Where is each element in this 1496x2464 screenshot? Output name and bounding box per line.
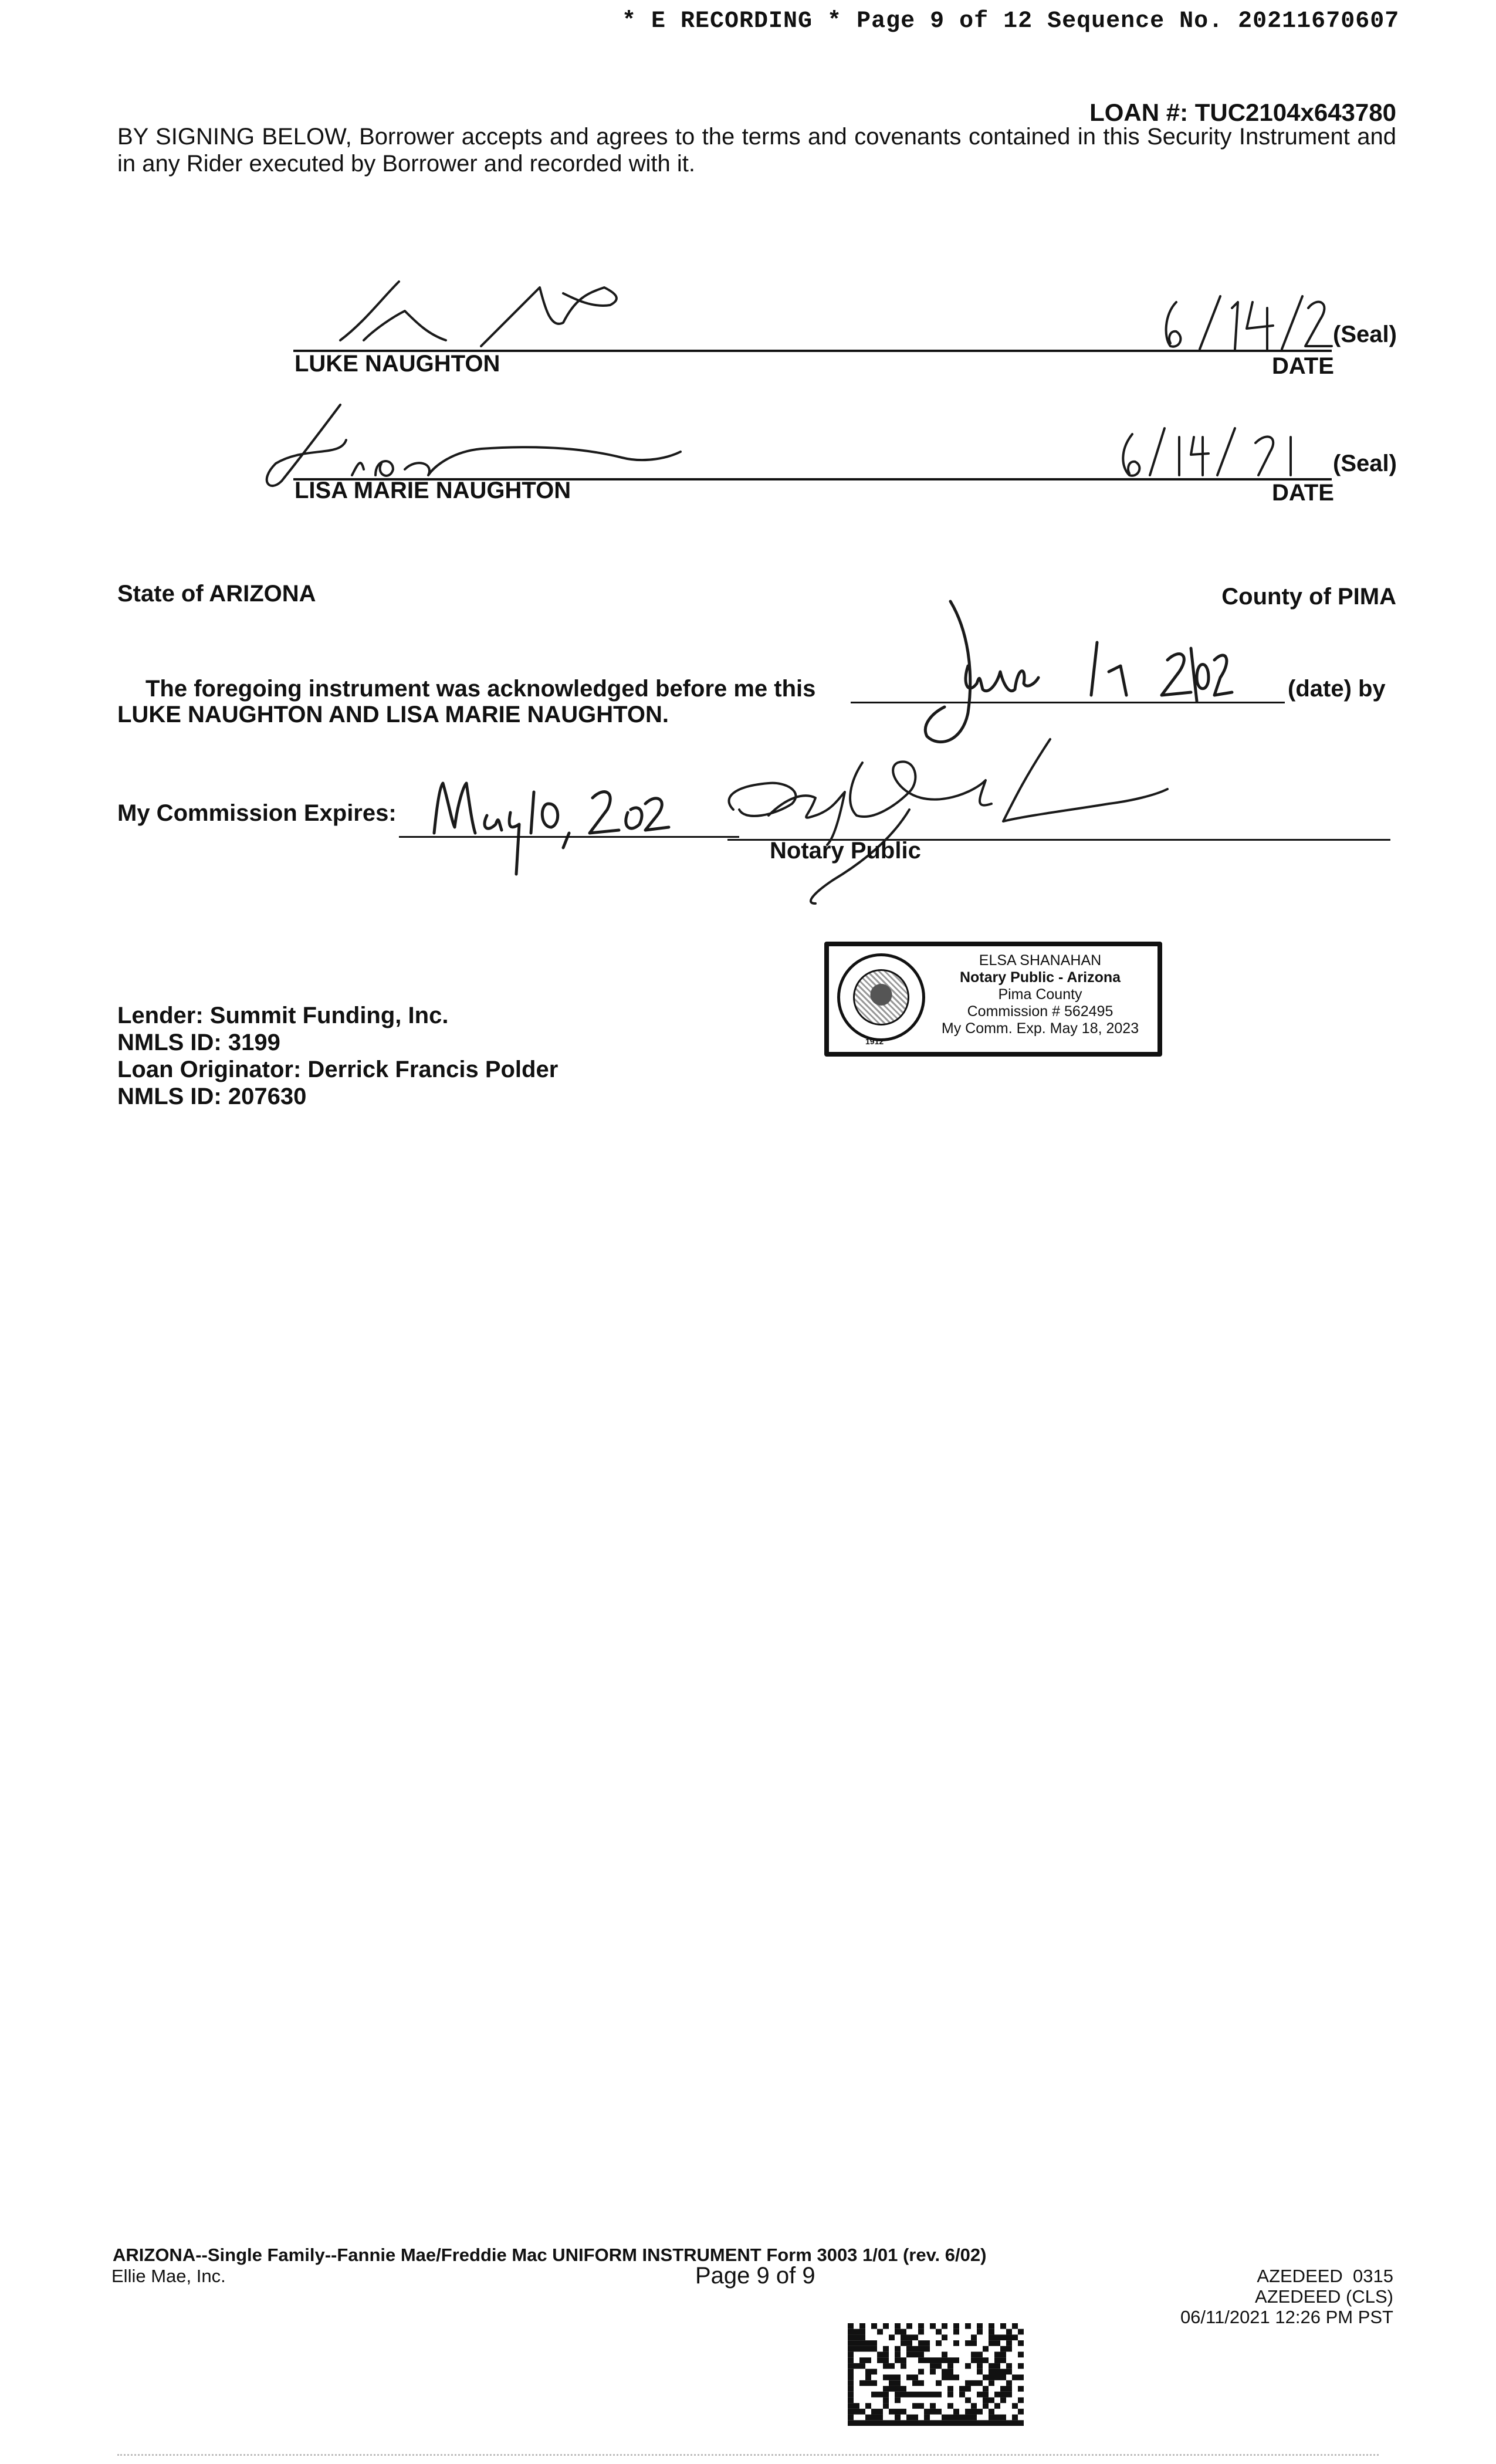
borrower-1-date-label: DATE [1272, 353, 1334, 379]
stamp-notary-name: ELSA SHANAHAN [979, 952, 1102, 969]
borrower-1-signature [329, 276, 634, 352]
seal-year: 1912 [865, 1037, 884, 1046]
lender-info [117, 1002, 558, 1110]
signing-statement: BY SIGNING BELOW, Borrower accepts and agrees to the terms and covenants contained in this Security Instrument and in any Rider executed by Borrower and recorded with it. [117, 124, 1396, 177]
borrower-1-date-handwritten [1159, 290, 1335, 355]
lender-nmls: NMLS ID: 3199 [117, 1030, 280, 1055]
form-title: ARIZONA--Single Family--Fannie Mae/Freddie Mac UNIFORM INSTRUMENT Form 3003 1/01 (rev. 6/02) [113, 2245, 987, 2265]
originator-nmls: NMLS ID: 207630 [117, 1084, 307, 1109]
borrower-1-name: LUKE NAUGHTON [295, 351, 500, 377]
barcode-2d [848, 2323, 1024, 2426]
doc-code-2: AZEDEED (CLS) [1255, 2286, 1393, 2307]
borrower-1-seal-label: (Seal) [1333, 321, 1397, 347]
borrower-2-date-handwritten [1115, 419, 1326, 484]
loan-originator: Loan Originator: Derrick Francis Polder [117, 1057, 559, 1082]
arizona-state-seal-icon [837, 953, 925, 1041]
borrower-2-name: LISA MARIE NAUGHTON [295, 478, 571, 503]
print-timestamp: 06/11/2021 12:26 PM PST [1180, 2307, 1393, 2327]
vendor: Ellie Mae, Inc. [111, 2266, 226, 2286]
notary-public-label: Notary Public [770, 838, 921, 864]
commission-expires-handwritten [422, 769, 669, 880]
document-codes [1180, 2266, 1393, 2327]
stamp-commission: Commission # 562495 [967, 1003, 1113, 1020]
lender-name: Lender: Summit Funding, Inc. [117, 1003, 449, 1028]
loan-number: LOAN #: TUC2104x643780 [1089, 99, 1396, 126]
acknowledgment-text: The foregoing instrument was acknowledged before me this [145, 676, 816, 702]
notary-stamp [824, 942, 1162, 1057]
stamp-expiration: My Comm. Exp. May 18, 2023 [941, 1020, 1139, 1037]
notary-signature [698, 727, 1197, 915]
recording-header: * E RECORDING * Page 9 of 12 Sequence No. 20211670607 [622, 8, 1400, 35]
county: County of PIMA [1221, 584, 1396, 610]
stamp-notary-title: Notary Public - Arizona [959, 969, 1121, 986]
acknowledgment-suffix: (date) by [1288, 676, 1386, 702]
borrower-2-date-label: DATE [1272, 480, 1334, 506]
acknowledged-parties: LUKE NAUGHTON AND LISA MARIE NAUGHTON. [117, 702, 669, 727]
commission-expires-line [399, 836, 739, 838]
stamp-county: Pima County [998, 986, 1082, 1003]
state: State of ARIZONA [117, 581, 316, 607]
borrower-2-seal-label: (Seal) [1333, 451, 1397, 476]
page-number: Page 9 of 9 [695, 2263, 815, 2289]
bottom-edge-dots [117, 2454, 1379, 2456]
commission-expires-label: My Commission Expires: [117, 800, 397, 826]
doc-code-1: AZEDEED 0315 [1257, 2266, 1393, 2286]
